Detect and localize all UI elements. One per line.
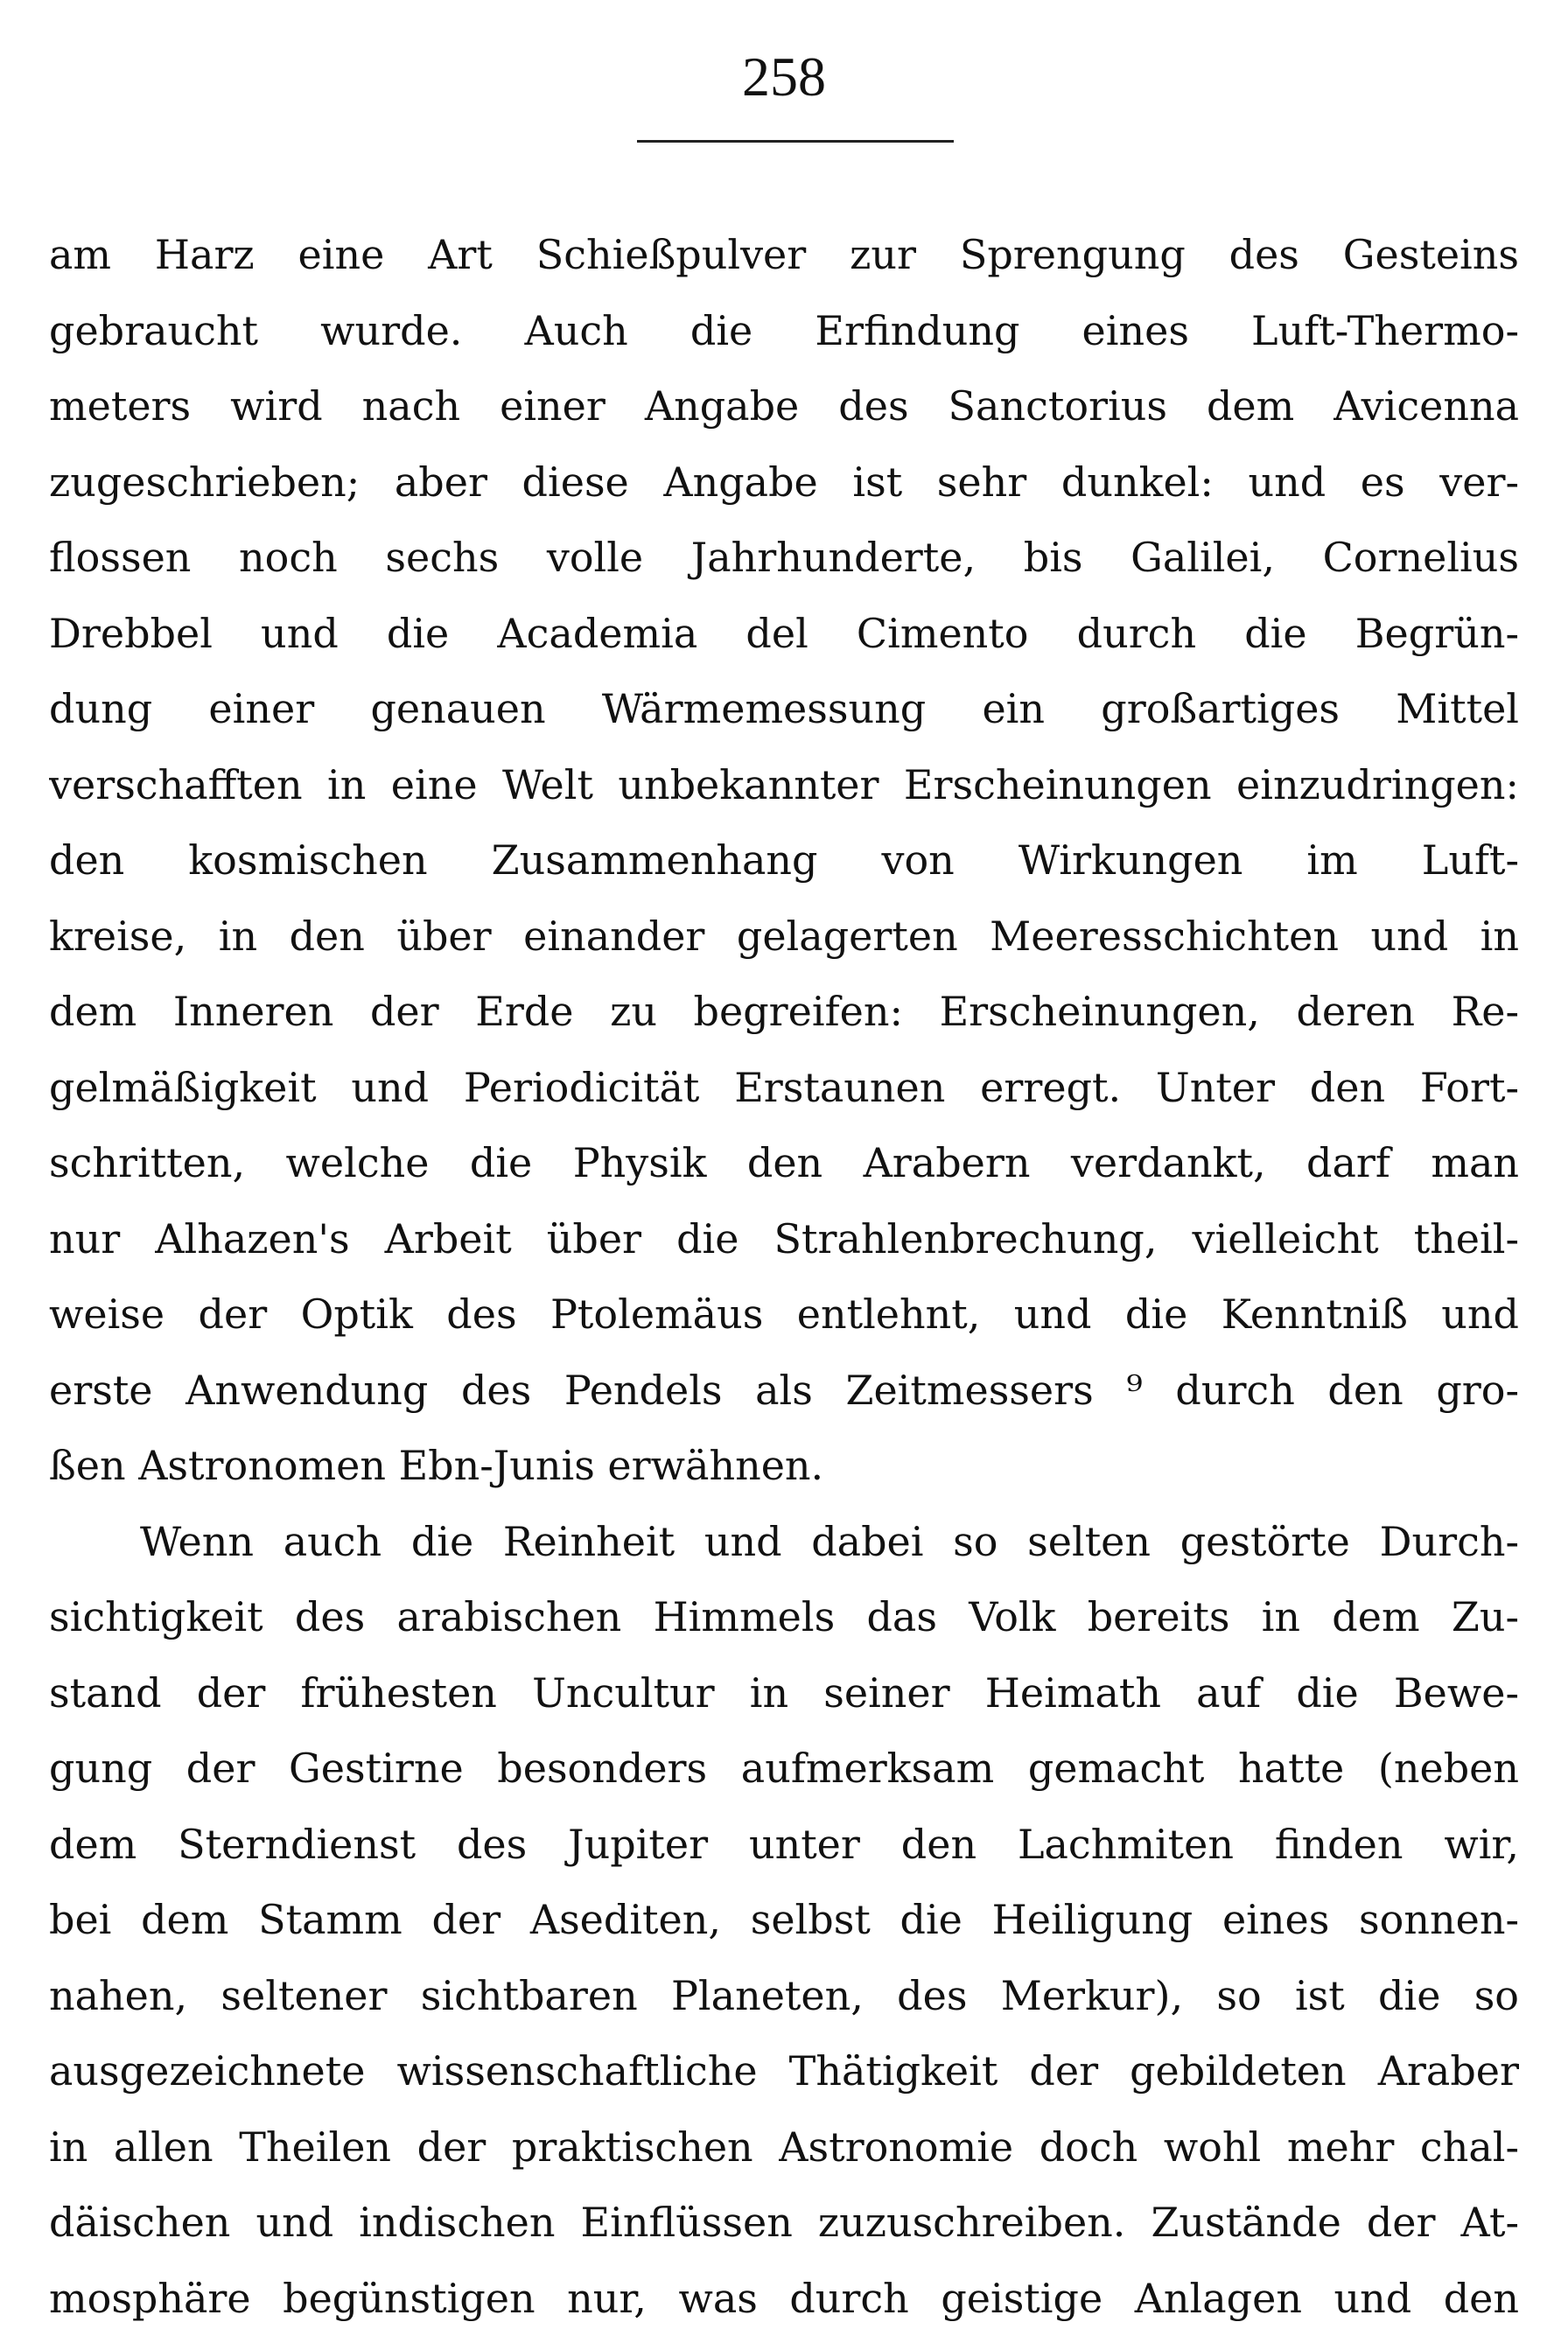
text-line: flossen noch sechs volle Jahrhunderte, bis Galilei, Cornelius — [49, 520, 1519, 596]
text-line: mosphäre begünstigen nur, was durch geistige Anlagen und den — [49, 2261, 1519, 2336]
text-line: erste Anwendung des Pendels als Zeitmessers ⁹ durch den gro- — [49, 1353, 1519, 1429]
text-line: meters wird nach einer Angabe des Sanctorius dem Avicenna — [49, 368, 1519, 444]
text-line: schritten, welche die Physik den Arabern verdankt, darf man — [49, 1125, 1519, 1201]
text-line: gelmäßigkeit und Periodicität Erstaunen erregt. Unter den Fort- — [49, 1050, 1519, 1126]
text-line: zugeschrieben; aber diese Angabe ist sehr dunkel: und es ver- — [49, 444, 1519, 521]
text-line: den kosmischen Zusammenhang von Wirkungen im Luft- — [49, 822, 1519, 899]
text-line: sichtigkeit des arabischen Himmels das Volk bereits in dem Zu- — [49, 1579, 1519, 1655]
body-text — [49, 217, 1519, 2336]
text-line: kreise, in den über einander gelagerten Meeresschichten und in — [49, 899, 1519, 975]
text-line: verschafften in eine Welt unbekannter Erscheinungen einzudringen: — [49, 747, 1519, 823]
text-line: dung einer genauen Wärmemessung ein großartiges Mittel — [49, 671, 1519, 747]
text-line: nahen, seltener sichtbaren Planeten, des Merkur), so ist die so — [49, 1958, 1519, 2034]
text-line: in allen Theilen der praktischen Astronomie doch wohl mehr chal- — [49, 2109, 1519, 2186]
page-number: 258 — [0, 42, 1568, 112]
text-line: dem Inneren der Erde zu begreifen: Erscheinungen, deren Re- — [49, 974, 1519, 1050]
text-line: am Harz eine Art Schießpulver zur Sprengung des Gesteins — [49, 217, 1519, 293]
text-line: Drebbel und die Academia del Cimento durch die Begrün- — [49, 596, 1519, 672]
header-rule — [637, 140, 954, 143]
text-line: ausgezeichnete wissenschaftliche Thätigkeit der gebildeten Araber — [49, 2033, 1519, 2109]
paragraph-2 — [49, 1504, 1519, 2336]
text-line: gung der Gestirne besonders aufmerksam gemacht hatte (neben — [49, 1731, 1519, 1807]
text-line: stand der frühesten Uncultur in seiner Heimath auf die Bewe- — [49, 1655, 1519, 1731]
text-line: däischen und indischen Einflüssen zuzuschreiben. Zustände der At- — [49, 2185, 1519, 2261]
text-line: dem Sterndienst des Jupiter unter den Lachmiten finden wir, — [49, 1807, 1519, 1883]
text-line: Wenn auch die Reinheit und dabei so selten gestörte Durch- — [49, 1504, 1519, 1580]
text-line: ßen Astronomen Ebn-Junis erwähnen. — [49, 1428, 1519, 1504]
paragraph-1 — [49, 217, 1519, 1504]
text-line: gebraucht wurde. Auch die Erfindung eines Luft-Thermo- — [49, 293, 1519, 369]
text-line: bei dem Stamm der Asediten, selbst die Heiligung eines sonnen- — [49, 1882, 1519, 1958]
text-line: nur Alhazen's Arbeit über die Strahlenbrechung, vielleicht theil- — [49, 1201, 1519, 1277]
text-line: weise der Optik des Ptolemäus entlehnt, und die Kenntniß und — [49, 1276, 1519, 1353]
